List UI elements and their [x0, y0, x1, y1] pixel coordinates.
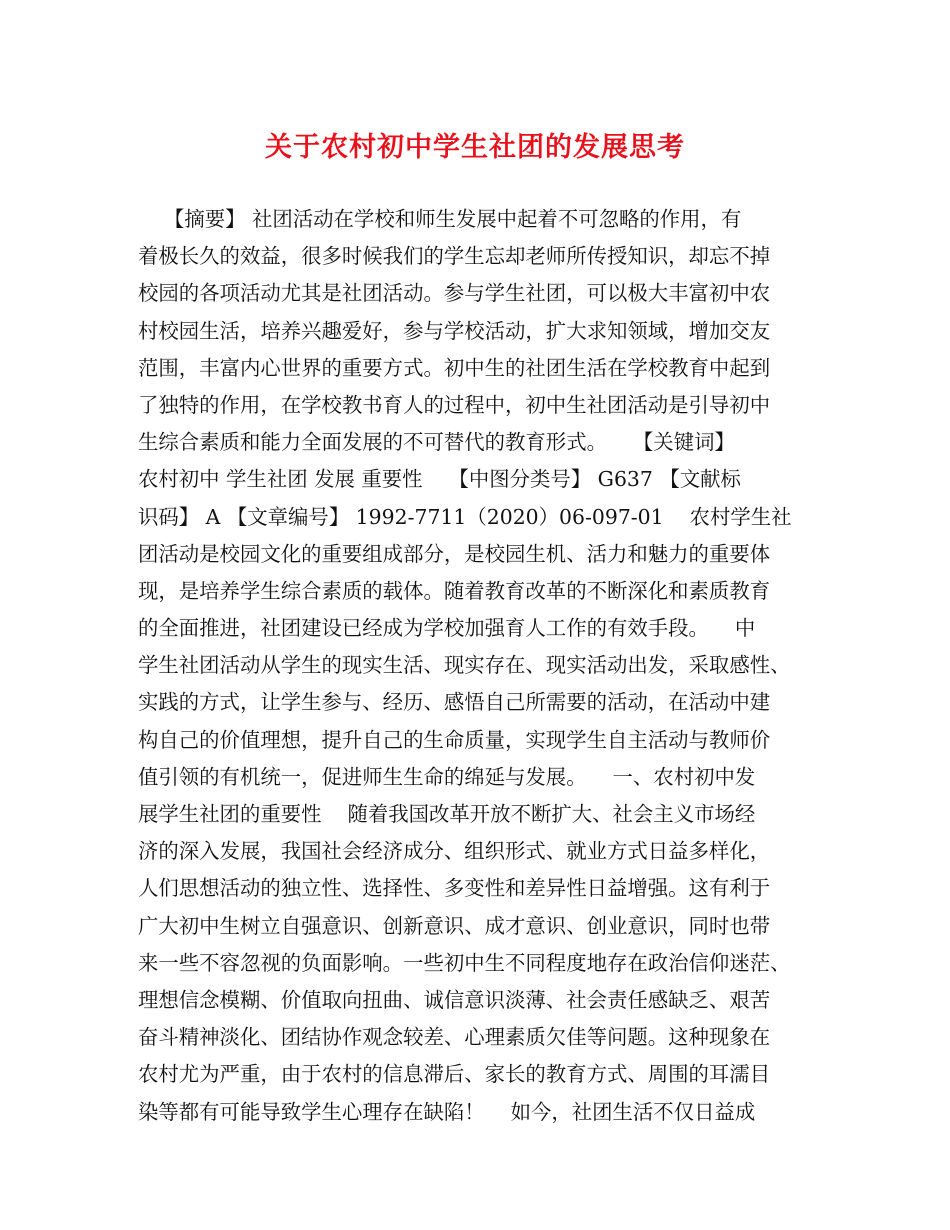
body-text-line: 范围，丰富内心世界的重要方式。初中生的社团生活在学校教育中起到 — [138, 355, 771, 380]
document-body — [138, 201, 818, 1131]
document-title: 关于农村初中学生社团的发展思考 — [265, 132, 685, 163]
body-text-line: 实践的方式，让学生参与、经历、感悟自己所需要的活动，在活动中建 — [138, 690, 771, 715]
body-text-line: 染等都有可能导致学生心理存在缺陷！ 如今，社团生活不仅日益成 — [138, 1099, 756, 1124]
body-text-line: 团活动是校园文化的重要组成部分，是校园生机、活力和魅力的重要体 — [138, 541, 771, 566]
body-text-line: 展学生社团的重要性 随着我国改革开放不断扩大、社会主义市场经 — [138, 802, 756, 826]
body-text-line: 济的深入发展，我国社会经济成分、组织形式、就业方式日益多样化， — [138, 839, 771, 864]
body-text-line: 的全面推进，社团建设已经成为学校加强育人工作的有效手段。 中 — [138, 616, 756, 641]
body-text-line: 农村初中 学生社团 发展 重要性 【中图分类号】 G637 【文献标 — [138, 467, 741, 492]
body-text-line: 村校园生活，培养兴趣爱好，参与学校活动，扩大求知领域，增加交友 — [138, 318, 771, 343]
body-text-line: 构自己的价值理想，提升自己的生命质量，实现学生自主活动与教师价 — [138, 727, 771, 752]
body-text-line: 生综合素质和能力全面发展的不可替代的教育形式。 【关键词】 — [138, 430, 735, 455]
body-text-line: 识码】 A 【文章编号】 1992-7711（2020）06-097-01 农村学生社 — [138, 504, 792, 529]
body-text-line: 理想信念模糊、价值取向扭曲、诚信意识淡薄、社会责任感缺乏、艰苦 — [138, 987, 771, 1012]
body-text-line: 学生社团活动从学生的现实生活、现实存在、现实活动出发，采取感性、 — [138, 653, 791, 678]
body-text-line: 人们思想活动的独立性、选择性、多变性和差异性日益增强。这有利于 — [138, 876, 771, 901]
body-text-line: 奋斗精神淡化、团结协作观念较差、心理素质欠佳等问题。这种现象在 — [138, 1025, 771, 1050]
body-text-line: 【摘要】 社团活动在学校和师生发展中起着不可忽略的作用，有 — [138, 207, 742, 231]
body-text-line: 来一些不容忽视的负面影响。一些初中生不同程度地存在政治信仰迷茫、 — [138, 950, 791, 975]
body-text-line: 农村尤为严重，由于农村的信息滞后、家长的教育方式、周围的耳濡目 — [138, 1062, 771, 1087]
body-text-line: 值引领的有机统一，促进师生生命的绵延与发展。 一、农村初中发 — [138, 764, 756, 789]
body-text-line: 现，是培养学生综合素质的载体。随着教育改革的不断深化和素质教育 — [138, 578, 771, 603]
body-text-line: 了独特的作用，在学校教书育人的过程中，初中生社团活动是引导初中 — [138, 392, 771, 417]
body-text-line: 校园的各项活动尤其是社团活动。参与学生社团，可以极大丰富初中农 — [138, 281, 771, 306]
body-text-line: 广大初中生树立自强意识、创新意识、成才意识、创业意识，同时也带 — [138, 913, 771, 938]
body-text-line: 着极长久的效益，很多时候我们的学生忘却老师所传授知识，却忘不掉 — [138, 244, 771, 269]
